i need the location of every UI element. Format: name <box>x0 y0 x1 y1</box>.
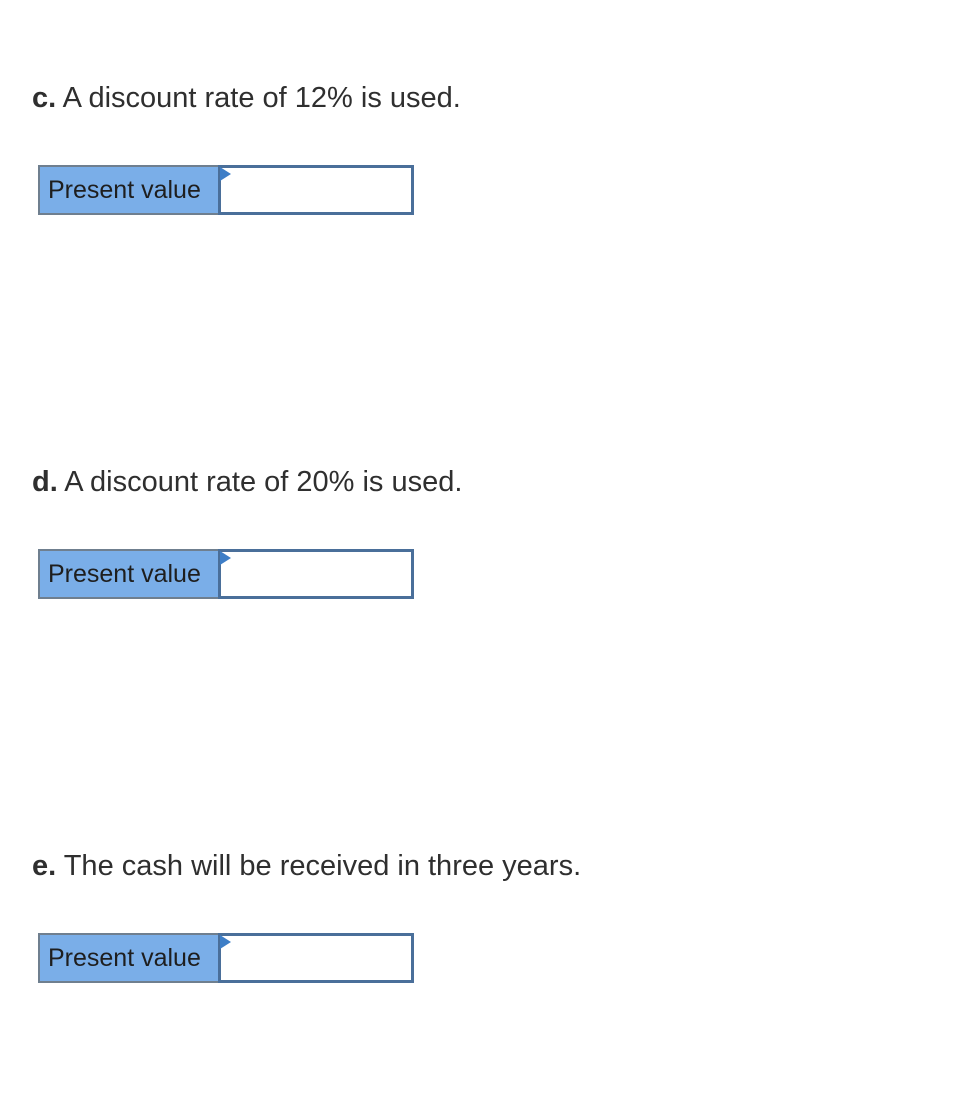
present-value-input-c[interactable] <box>221 168 411 212</box>
present-value-field-e[interactable] <box>218 933 414 983</box>
answer-row-e <box>38 933 414 983</box>
flag-icon <box>220 551 231 565</box>
present-value-label: Present value <box>38 933 218 983</box>
question-prompt: A discount rate of 12% is used. <box>56 82 461 114</box>
flag-icon <box>220 167 231 181</box>
question-d-text <box>32 465 462 499</box>
question-e-text <box>32 849 581 883</box>
question-letter: e. <box>32 850 57 882</box>
present-value-field-c[interactable] <box>218 165 414 215</box>
present-value-field-d[interactable] <box>218 549 414 599</box>
present-value-input-d[interactable] <box>221 552 411 596</box>
question-letter: d. <box>32 466 58 498</box>
question-letter: c. <box>32 82 57 114</box>
present-value-label: Present value <box>38 549 218 599</box>
present-value-label: Present value <box>38 165 218 215</box>
answer-row-d <box>38 549 414 599</box>
question-prompt: The cash will be received in three years. <box>56 850 582 882</box>
answer-row-c <box>38 165 414 215</box>
flag-icon <box>220 935 231 949</box>
question-prompt: A discount rate of 20% is used. <box>57 466 463 498</box>
present-value-input-e[interactable] <box>221 936 411 980</box>
question-c-text <box>32 81 461 115</box>
